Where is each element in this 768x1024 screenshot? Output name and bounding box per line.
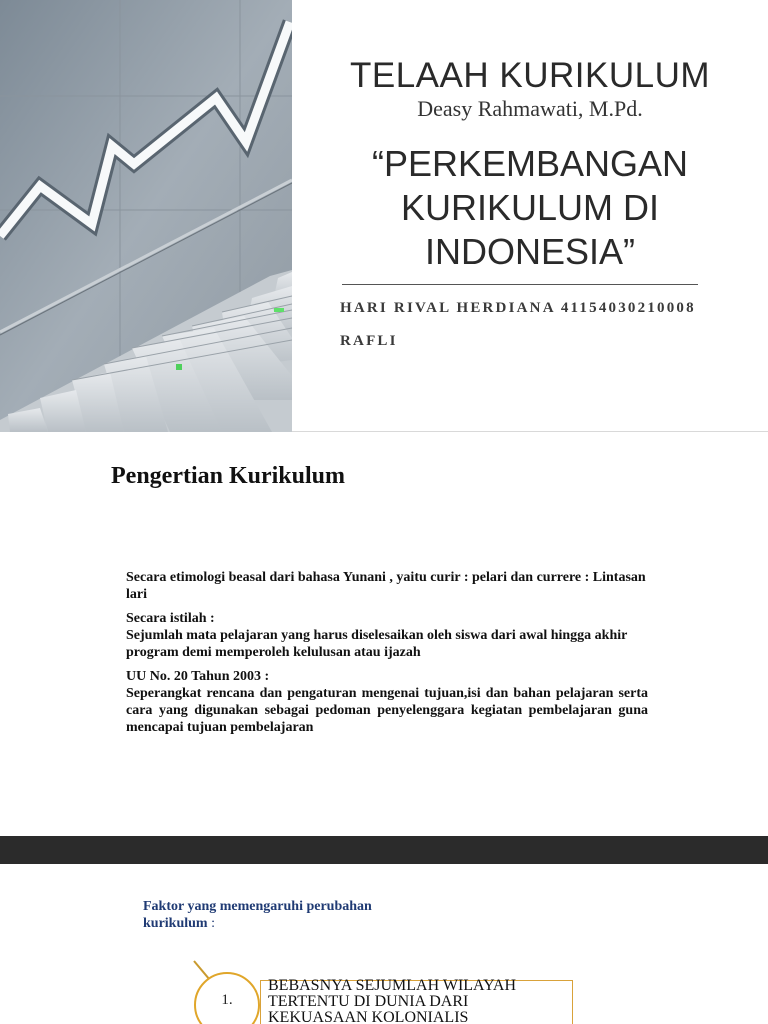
- factor-text-line: TERTENTU DI DUNIA DARI: [268, 993, 469, 1010]
- title-divider: [342, 284, 698, 285]
- factor-text: [268, 978, 568, 1024]
- slide-heading: Pengertian Kurikulum: [111, 463, 346, 489]
- definition-label: UU No. 20 Tahun 2003 :: [126, 669, 270, 684]
- subtitle-line: “PERKEMBANGAN: [371, 143, 689, 184]
- presentation-title: TELAAH KURIKULUM: [349, 56, 711, 95]
- member-name: HARI RIVAL HERDIANA 41154030210008: [340, 300, 696, 316]
- definition-paragraph: Seperangkat rencana dan pengaturan mengenai tujuan,isi dan bahan pelajaran serta cara yang digunakan sebagai pedoman penyelenggara kegiatan pembelajaran guna mencapai tujuan pembelajaran: [126, 686, 648, 735]
- heading-colon: :: [207, 916, 215, 931]
- definition-slide: [0, 433, 768, 836]
- heading-text: Faktor yang memengaruhi perubahan kurikulum: [143, 899, 372, 931]
- definition-label: Secara istilah :: [126, 611, 215, 626]
- factors-slide: [0, 864, 768, 1024]
- presentation-author: Deasy Rahmawati, M.Pd.: [417, 96, 643, 121]
- definition-paragraph: Sejumlah mata pelajaran yang harus diselesaikan oleh siswa dari awal hingga akhir program demi memperoleh kelulusan atau ijazah: [126, 628, 628, 660]
- slide-separator: [0, 836, 768, 864]
- factor-text-line: BEBASNYA SEJUMLAH WILAYAH: [268, 977, 517, 994]
- factor-text-line: KEKUASAAN KOLONIALIS: [268, 1009, 469, 1024]
- slide-heading: [143, 898, 403, 932]
- rising-arrow-stairs-image: [0, 0, 292, 432]
- factor-number: 1.: [221, 992, 233, 1008]
- presentation-subtitle: [300, 142, 760, 274]
- title-slide: [0, 0, 768, 432]
- member-name: RAFLI: [340, 333, 398, 349]
- definition-paragraph: Secara etimologi beasal dari bahasa Yunani , yaitu curir : pelari dan currere : Lintasan lari: [126, 570, 646, 602]
- definition-body: [126, 569, 648, 743]
- subtitle-line: INDONESIA”: [424, 231, 636, 272]
- subtitle-line: KURIKULUM DI: [400, 187, 660, 228]
